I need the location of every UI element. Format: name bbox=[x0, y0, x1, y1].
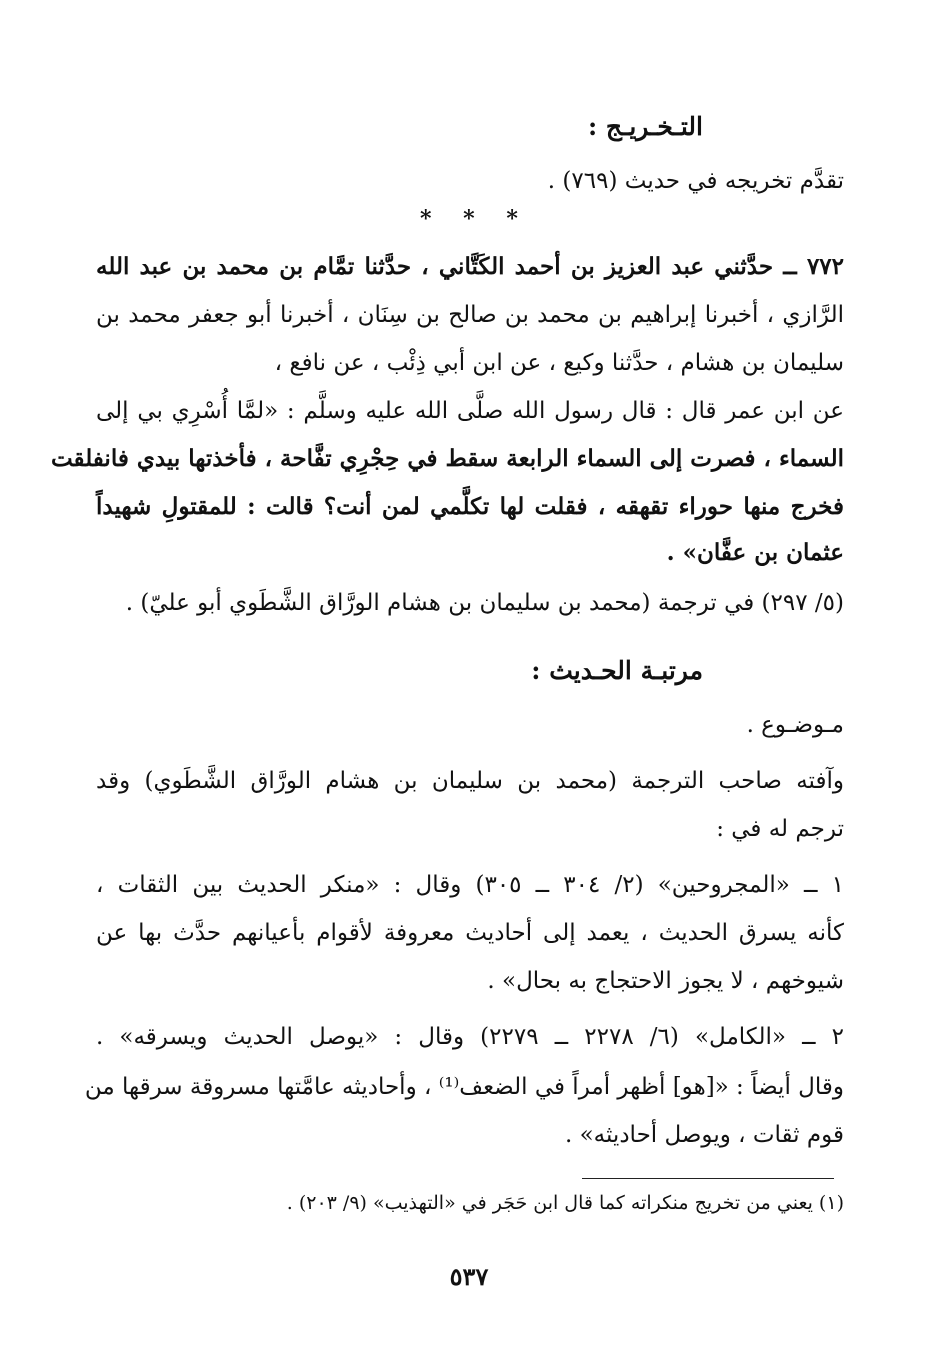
item1-line: كأنه يسرق الحديث ، يعمد إلى أحاديث معروفة لأقوام بأعيانهم حدَّث بها عن bbox=[96, 920, 844, 946]
item2-line: قوم ثقات ، ويوصل أحاديثه» . bbox=[564, 1122, 844, 1148]
rutba-verdict: مـوضـوع . bbox=[746, 712, 844, 738]
hadith-line: سليمان بن هشام ، حدَّثنا وكيع ، عن ابن أبي ذِئْب ، عن نافع ، bbox=[274, 350, 844, 376]
hadith-line: الرَّازي ، أخبرنا إبراهيم بن محمد بن صالح بن سِنَان ، أخبرنا أبو جعفر محمد بن bbox=[96, 302, 844, 328]
footnote: (١) يعني من تخريج منكراته كما قال ابن حَجَر في «التهذيب» (٩/ ٢٠٣) . bbox=[286, 1192, 844, 1214]
item1-line: ١ ــ «المجروحين» (٢/ ٣٠٤ ــ ٣٠٥) وقال : «منكر الحديث بين الثقات ، bbox=[96, 872, 844, 898]
page-number: ٥٣٧ bbox=[449, 1262, 489, 1291]
rutba-heading: مرتبـة الحـديث : bbox=[531, 656, 703, 685]
hadith-line: ٧٧٢ ــ حدَّثني عبد العزيز بن أحمد الكَتَّاني ، حدَّثنا تمَّام بن محمد بن عبد الله bbox=[96, 253, 844, 280]
hadith-line: فخرج منها حوراء تقهقه ، فقلت لها تكلَّمي لمن أنت؟ قالت : للمقتولِ شهيداً bbox=[96, 493, 844, 520]
hadith-line: عن ابن عمر قال : قال رسول الله صلَّى الله عليه وسلَّم : «لمَّا أُسْرِي بي إلى bbox=[96, 398, 844, 424]
footnote-rule bbox=[582, 1178, 834, 1179]
rutba-line: ترجم له في : bbox=[716, 816, 844, 842]
item2-line: وقال أيضاً : «[هو] أظهر أمراً في الضعف⁽¹⁾ ، وأحاديثه عامَّتها مسروقة سرقها من bbox=[84, 1074, 844, 1100]
rutba-line: وآفته صاحب الترجمة (محمد بن سليمان بن هشام الورَّاق الشَّطَوي) وقد bbox=[96, 768, 844, 794]
takhrij-text: تقدَّم تخريجه في حديث (٧٦٩) . bbox=[547, 168, 844, 194]
item1-line: شيوخهم ، لا يجوز الاحتجاج به بحال» . bbox=[487, 968, 844, 994]
section-separator: * * * bbox=[420, 206, 530, 232]
item2-line: ٢ ــ «الكامل» (٦/ ٢٢٧٨ ــ ٢٢٧٩) وقال : «يوصل الحديث ويسرقه» . bbox=[96, 1024, 844, 1050]
hadith-line: عثمان بن عفَّان» . bbox=[666, 539, 844, 566]
takhrij-heading: التـخـريـج : bbox=[587, 112, 703, 141]
hadith-line: السماء ، فصرت إلى السماء الرابعة سقط في حِجْرِي تفَّاحة ، فأخذتها بيدي فانفلقت bbox=[50, 445, 844, 472]
hadith-source: (٥/ ٢٩٧) في ترجمة (محمد بن سليمان بن هشام الورَّاق الشَّطَوي أبو عليّ) . bbox=[125, 590, 844, 616]
